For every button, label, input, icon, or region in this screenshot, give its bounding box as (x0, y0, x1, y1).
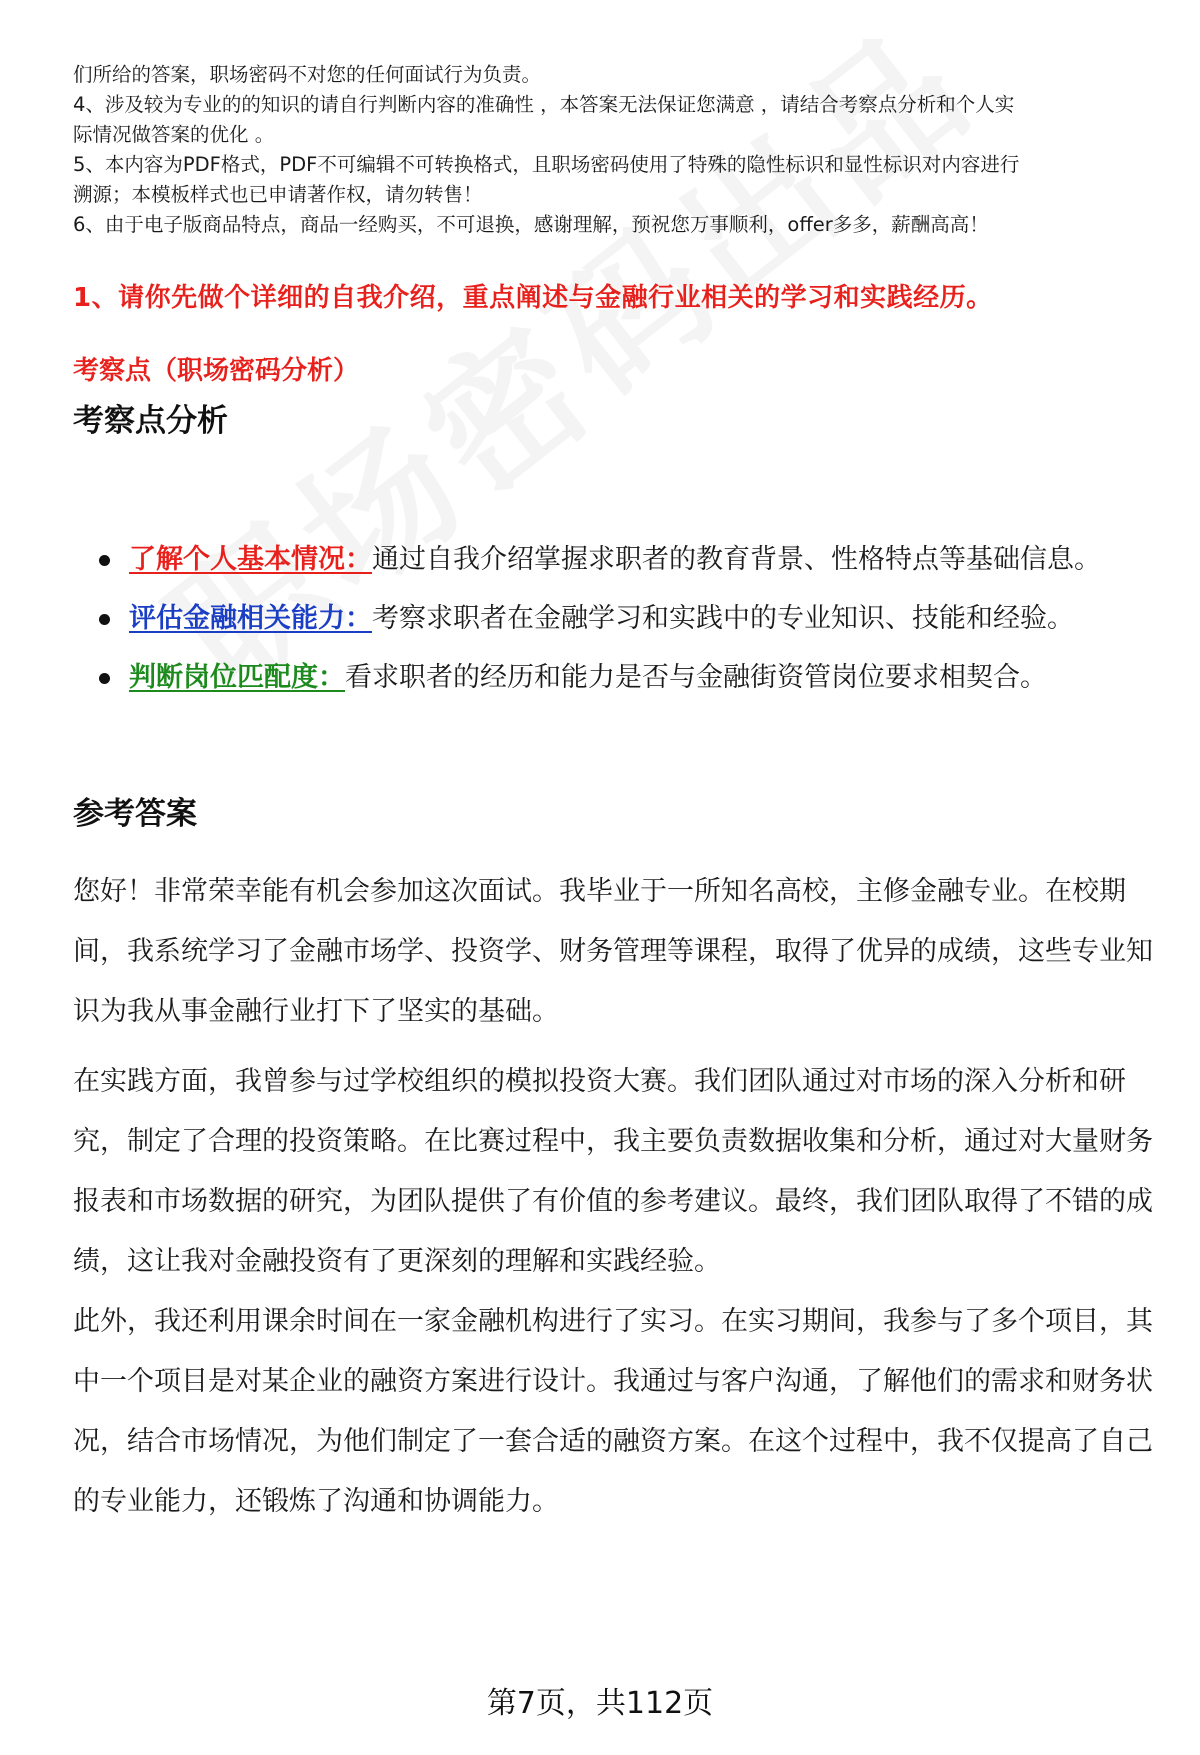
note-line: 5、本内容为PDF格式，PDF不可编辑不可转换格式，且职场密码使用了特殊的隐性标识和显性标识对内容进行 (73, 153, 1020, 176)
analysis-item-text: 通过自我介绍掌握求职者的教育背景、性格特点等基础信息。 (372, 544, 1101, 575)
bullet-dot-icon (99, 673, 110, 684)
note-line: 们所给的答案，职场密码不对您的任何面试行为负责。 (73, 63, 542, 86)
note-line: 6、由于电子版商品特点，商品一经购买，不可退换，感谢理解，预祝您万事顺利，offer多多，薪酬高高！ (73, 213, 989, 236)
assessment-point-heading: 考察点（职场密码分析） (73, 356, 360, 386)
bullet-dot-icon (99, 614, 110, 625)
analysis-list (73, 530, 1153, 707)
answer-paragraph: 您好！非常荣幸能有机会参加这次面试。我毕业于一所知名高校，主修金融专业。在校期间，我系统学习了金融市场学、投资学、财务管理等课程，取得了优异的成绩，这些专业知识为我从事金融行业打下了坚实的基础。 (73, 876, 1153, 1027)
note-line: 4、涉及较为专业的的知识的请自行判断内容的准确性 ，本答案无法保证您满意 ，请结合考察点分析和个人实 (73, 93, 1015, 116)
interview-question: 1、请你先做个详细的自我介绍，重点阐述与金融行业相关的学习和实践经历。 (73, 283, 993, 313)
analysis-item-label: 评估金融相关能力： (129, 603, 372, 634)
analysis-item-label: 判断岗位匹配度： (129, 662, 345, 693)
analysis-item (73, 648, 1153, 707)
page-number: 第7页，共112页 (486, 1686, 714, 1721)
analysis-heading: 考察点分析 (73, 403, 228, 439)
analysis-item (73, 589, 1153, 648)
answer-paragraph: 在实践方面，我曾参与过学校组织的模拟投资大赛。我们团队通过对市场的深入分析和研究，制定了合理的投资策略。在比赛过程中，我主要负责数据收集和分析，通过对大量财务报表和市场数据的研究，为团队提供了有价值的参考建议。最终，我们团队取得了不错的成绩，这让我对金融投资有了更深刻的理解和实践经验。 (73, 1066, 1153, 1277)
disclaimer-notes (73, 60, 1153, 240)
answer-paragraph: 此外，我还利用课余时间在一家金融机构进行了实习。在实习期间，我参与了多个项目，其中一个项目是对某企业的融资方案进行设计。我通过与客户沟通，了解他们的需求和财务状况，结合市场情况，为他们制定了一套合适的融资方案。在这个过程中，我不仅提高了自己的专业能力，还锻炼了沟通和协调能力。 (73, 1306, 1153, 1517)
note-line: 际情况做答案的优化 。 (73, 123, 275, 146)
analysis-item-label: 了解个人基本情况： (129, 544, 372, 575)
answer-heading: 参考答案 (73, 796, 197, 832)
note-line: 溯源；本模板样式也已申请著作权，请勿转售！ (73, 183, 483, 206)
analysis-item (73, 530, 1153, 589)
analysis-item-text: 看求职者的经历和能力是否与金融街资管岗位要求相契合。 (345, 662, 1047, 693)
analysis-item-text: 考察求职者在金融学习和实践中的专业知识、技能和经验。 (372, 603, 1074, 634)
bullet-dot-icon (99, 555, 110, 566)
